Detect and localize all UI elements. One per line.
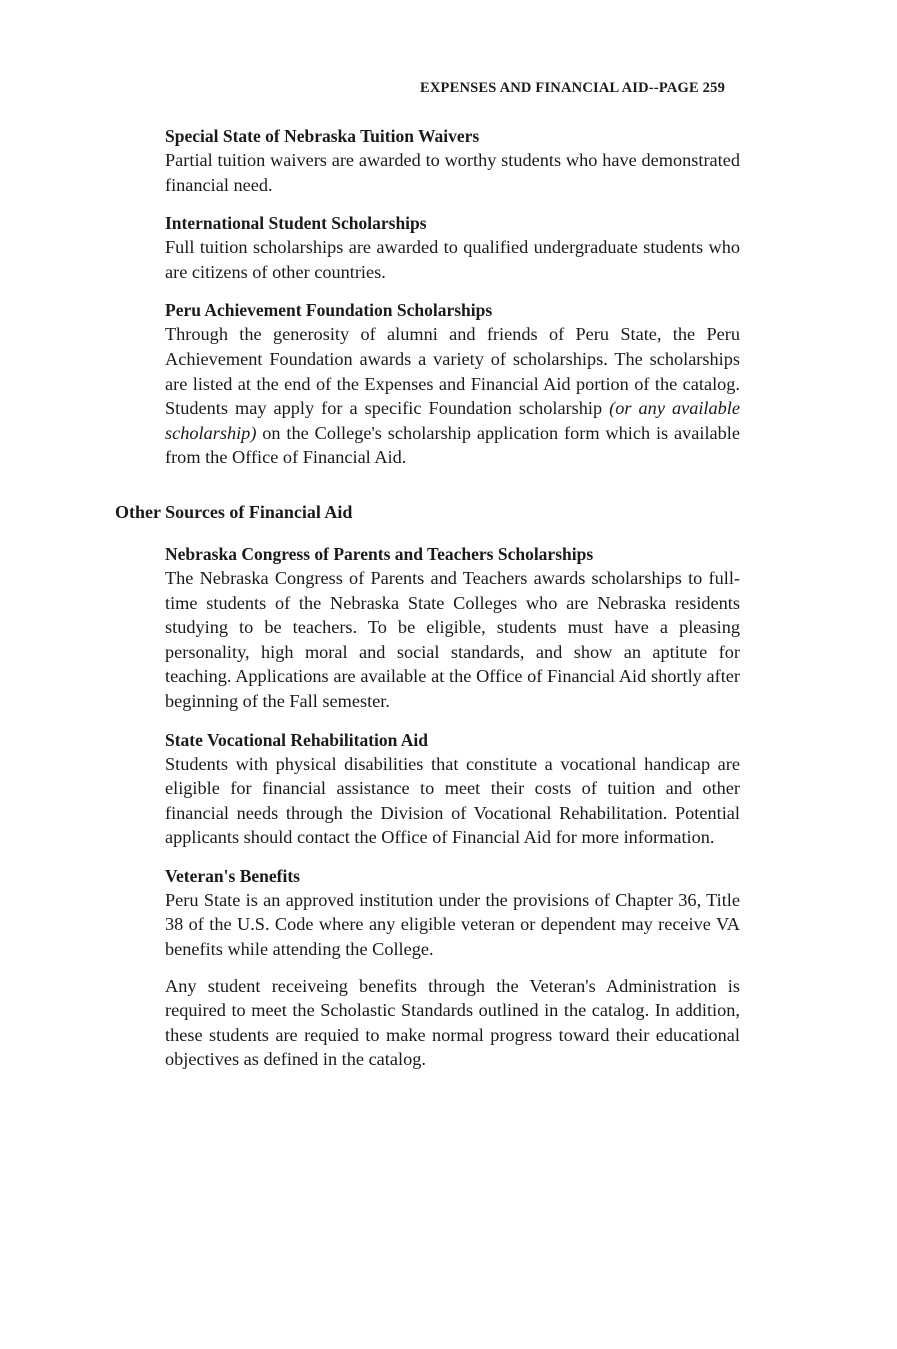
entry-text-italic: (or any available scholarship) <box>165 398 740 443</box>
entry-international-scholarships <box>165 211 740 284</box>
running-head: EXPENSES AND FINANCIAL AID--PAGE 259 <box>420 80 726 96</box>
entry-title: Veteran's Benefits <box>165 865 300 886</box>
page-content <box>115 124 745 1086</box>
entry-text: The Nebraska Congress of Parents and Teachers awards scholarships to full-time students of the Nebraska State Colleges who are Nebraska residents studying to be teachers. To be eligible, students must have a pleasing personality, high moral and social standards, and show an aptitute for teaching. Applications are available at the Office of Financial Aid shortly after beginning of the Fall semester. <box>165 567 740 711</box>
entry-vocational-rehab <box>165 728 740 850</box>
entry-title: State Vocational Rehabilitation Aid <box>165 729 429 750</box>
entry-text-part: Through the generosity of alumni and friends of Peru State, the Peru Achievement Foundation awards a variety of scholarships. The scholarships are listed at the end of the Expenses and Financial Aid portion of the catalog. Students may apply for a specific Foundation scholarship <box>165 324 740 419</box>
section-heading: Other Sources of Financial Aid <box>115 501 353 522</box>
entry-peru-foundation <box>165 298 740 470</box>
entry-text <box>165 322 740 470</box>
entry-text: Partial tuition waivers are awarded to worthy students who have demonstrated financial need. <box>165 150 740 195</box>
entry-title: Nebraska Congress of Parents and Teachers Scholarships <box>165 543 594 564</box>
entry-veterans-benefits <box>165 864 740 1072</box>
entry-text-part: on the College's scholarship application form which is available from the Office of Financial Aid. <box>165 422 740 468</box>
entry-text: Full tuition scholarships are awarded to qualified undergraduate students who are citizens of other countries. <box>165 237 740 282</box>
entry-title: International Student Scholarships <box>165 213 427 234</box>
entry-text: Students with physical disabilities that constitute a vocational handicap are eligible for financial assistance to meet their costs of tuition and other financial needs through the Division of Vocational Rehabilitation. Potential applicants should contact the Office of Financial Aid for more information. <box>165 753 740 848</box>
entry-text-second: Any student receiveing benefits through the Veteran's Administration is required to meet the Scholastic Standards outlined in the catalog. In addition, these students are requied to make normal progress toward their educational objectives as defined in the catalog. <box>165 975 740 1070</box>
entry-parents-teachers <box>165 542 740 714</box>
entry-tuition-waivers <box>165 124 740 197</box>
entry-title: Peru Achievement Foundation Scholarships <box>165 300 493 321</box>
entry-title: Special State of Nebraska Tuition Waivers <box>165 126 480 146</box>
entry-text: Peru State is an approved institution under the provisions of Chapter 36, Title 38 of the U.S. Code where any eligible veteran or dependent may receive VA benefits while attending the College. <box>165 889 740 960</box>
